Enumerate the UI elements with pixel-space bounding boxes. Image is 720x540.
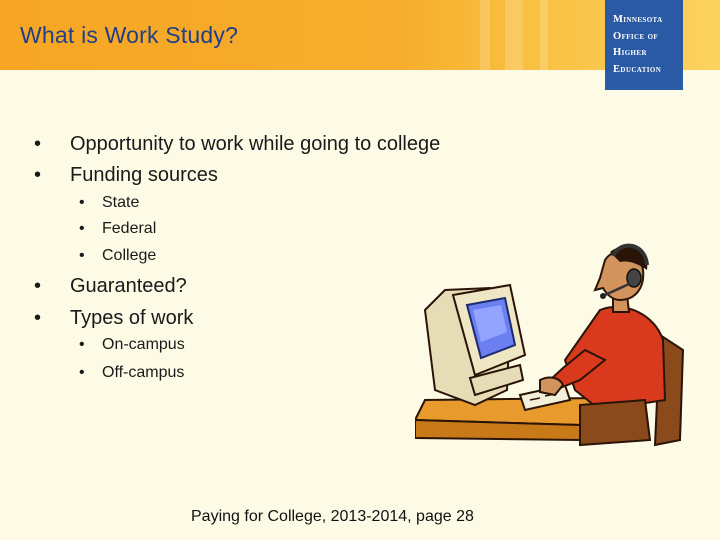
header-stripe — [480, 0, 490, 70]
bullet-dot: • — [34, 275, 42, 297]
bullet-dot: • — [34, 133, 42, 155]
bullet-dot: • — [34, 164, 42, 186]
bullet-opportunity: Opportunity to work while going to college — [70, 133, 441, 155]
logo-line: Minnesota — [613, 14, 663, 25]
bullet-guaranteed: Guaranteed? — [70, 275, 187, 297]
sub-bullet-dot: • — [79, 194, 85, 211]
sub-bullet-dot: • — [79, 220, 85, 237]
sub-bullet-on-campus: On-campus — [102, 336, 185, 353]
footer-citation: Paying for College, 2013-2014, page 28 — [191, 508, 474, 525]
mohe-logo — [605, 0, 683, 90]
person-at-computer-clipart — [415, 240, 700, 450]
header-stripe — [540, 0, 548, 70]
sub-bullet-state: State — [102, 194, 140, 211]
header-stripe — [505, 0, 523, 70]
sub-bullet-federal: Federal — [102, 220, 157, 237]
sub-bullet-college: College — [102, 247, 157, 264]
bullet-types-of-work: Types of work — [70, 307, 194, 329]
sub-bullet-dot: • — [79, 247, 85, 264]
bullet-dot: • — [34, 307, 42, 329]
sub-bullet-off-campus: Off-campus — [102, 364, 185, 381]
logo-line: Higher — [613, 47, 647, 58]
slide-title: What is Work Study? — [20, 22, 239, 48]
sub-bullet-dot: • — [79, 336, 85, 353]
logo-line: Office of — [613, 30, 659, 42]
logo-line: Education — [613, 63, 662, 75]
sub-bullet-dot: • — [79, 364, 85, 381]
bullet-funding-sources: Funding sources — [70, 164, 218, 186]
